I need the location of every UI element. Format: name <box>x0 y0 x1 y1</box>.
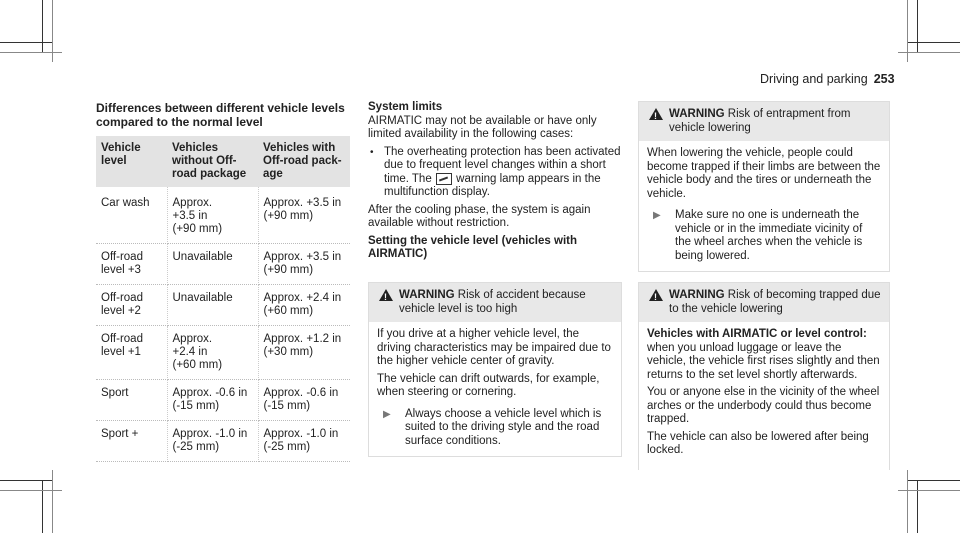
warning-paragraph: When lowering the vehicle, people could become trapped if their limbs are between the vehicle body and the tires or underneath the vehicle. <box>647 147 881 200</box>
cell-line: Sport + <box>101 428 139 440</box>
table-row <box>96 421 350 462</box>
crop-mark <box>52 470 53 533</box>
crop-mark <box>0 480 52 481</box>
warning-triangle-icon <box>379 289 393 301</box>
warning-paragraph: The vehicle can also be lowered after being locked. <box>647 430 869 456</box>
vehicle-level-table <box>96 136 350 462</box>
cell-line: Approx. <box>172 197 213 209</box>
warning-paragraph: You or anyone else in the vicinity of the wheel arches or the underbody could thus become trapped. <box>647 386 880 425</box>
system-limits-intro: AIRMATIC may not be available or have only limited availability in the following cases: <box>368 114 597 140</box>
cell-line: Approx. -0.6 in <box>263 387 339 399</box>
bullet-text-part: The overheating protection has been activated due to frequent level changes within a short time. The <box>384 145 621 185</box>
warning-paragraph: when you unload luggage or leave the vehicle, the vehicle first rises slightly and then returns to the set level shortly afterwards. <box>647 341 880 381</box>
cell-line: (-15 mm) <box>172 400 220 412</box>
arrow-icon: ▶ <box>383 408 391 420</box>
table-cell <box>258 421 350 462</box>
warning-label: WARNING <box>669 108 725 120</box>
crop-mark <box>908 480 960 481</box>
cell-line: (+90 mm) <box>263 264 314 276</box>
crop-mark <box>42 480 43 533</box>
system-limits-column <box>368 101 622 262</box>
cell-line: Unavailable <box>172 251 233 263</box>
bullet-text <box>384 146 622 200</box>
table-cell <box>258 244 350 285</box>
table-cell <box>167 285 258 326</box>
warning-box-trapped <box>638 282 890 470</box>
cell-line: Car wash <box>101 197 150 209</box>
cell-line: Sport <box>101 387 129 399</box>
crop-mark <box>0 42 52 43</box>
cell-line: level +1 <box>101 346 141 358</box>
table-cell <box>167 244 258 285</box>
cell-line: level +2 <box>101 305 141 317</box>
cell-line: (-25 mm) <box>172 441 220 453</box>
warning-paragraph: If you drive at a higher vehicle level, the driving characteristics may be impaired due to the higher vehicle center of gravity. <box>377 328 611 367</box>
warning-triangle-icon <box>649 289 663 301</box>
table-row <box>96 187 350 244</box>
header-line: level <box>101 155 127 167</box>
crop-mark <box>908 42 960 43</box>
action-text: Make sure no one is underneath the vehicle or in the immediate vicinity of the wheel arches when the vehicle is being lowered. <box>675 209 863 262</box>
warning-body <box>639 322 889 470</box>
table-header-row <box>96 136 350 187</box>
warning-subtitle: Vehicles with AIRMATIC or level control: <box>647 328 867 340</box>
header-line: Vehicles <box>172 142 219 154</box>
cell-line: Unavailable <box>172 292 233 304</box>
cell-line: Approx. -0.6 in <box>172 387 248 399</box>
cell-line: Approx. +3.5 in <box>263 251 342 263</box>
arrow-icon: ▶ <box>653 210 661 221</box>
cell-line: (+60 mm) <box>263 305 314 317</box>
table-cell <box>258 285 350 326</box>
warning-header <box>639 102 889 141</box>
cell-line: Off-road <box>101 251 143 263</box>
warning-label: WARNING <box>399 289 455 301</box>
header-line: age <box>263 168 283 180</box>
warning-heading: Risk of becoming trapped due to the vehicle lowering <box>669 289 881 315</box>
running-header <box>760 72 895 86</box>
table-row <box>96 326 350 380</box>
action-item <box>647 209 881 263</box>
warning-heading: Risk of accident because vehicle level is too high <box>399 289 586 315</box>
table-cell <box>96 187 167 244</box>
cell-line: (+90 mm) <box>172 223 223 235</box>
warning-header <box>639 283 889 322</box>
setting-level-title: Setting the vehicle level (vehicles with AIRMATIC) <box>368 234 577 261</box>
cell-line: (+60 mm) <box>172 359 223 371</box>
table-cell <box>167 326 258 380</box>
level-warning-lamp-icon <box>436 173 452 185</box>
after-cooling-text: After the cooling phase, the system is again available without restriction. <box>368 203 591 230</box>
warning-label: WARNING <box>669 289 725 301</box>
cell-line: Off-road <box>101 292 143 304</box>
table-cell <box>258 380 350 421</box>
cell-line: Approx. +2.4 in <box>263 292 342 304</box>
table-row <box>96 244 350 285</box>
table-cell <box>96 326 167 380</box>
table-cell <box>167 421 258 462</box>
table-cell <box>96 380 167 421</box>
action-text: Always choose a vehicle level which is suited to the driving style and the road surface conditions. <box>405 407 602 447</box>
bullet-text-part: warning lamp appears in the multifunction display. <box>384 172 601 199</box>
header-line: road package <box>172 168 247 180</box>
table-row <box>96 380 350 421</box>
table-cell <box>258 326 350 380</box>
action-item <box>377 408 613 449</box>
section-title: Driving and parking <box>760 72 868 86</box>
crop-mark <box>907 470 908 533</box>
table-title-line: Differences between different vehicle levels <box>96 101 345 115</box>
page-number: 253 <box>873 72 895 86</box>
warning-paragraph: The vehicle can drift outwards, for example, when steering or cornering. <box>377 372 600 398</box>
column-header <box>96 136 167 187</box>
column-header <box>167 136 258 187</box>
cell-line: Approx. <box>172 333 213 345</box>
list-item <box>368 146 622 200</box>
crop-mark <box>917 480 918 533</box>
cell-line: Approx. +3.5 in <box>263 197 342 209</box>
bullet-icon: • <box>370 146 374 158</box>
cell-line: +3.5 in <box>172 210 208 222</box>
table-cell <box>96 285 167 326</box>
warning-header <box>369 283 621 322</box>
cell-line: +2.4 in <box>172 346 208 358</box>
table-cell <box>167 380 258 421</box>
cell-line: Approx. -1.0 in <box>172 428 248 440</box>
column-header <box>258 136 350 187</box>
header-line: Vehicles with <box>263 142 336 154</box>
cell-line: level +3 <box>101 264 141 276</box>
cell-line: Approx. -1.0 in <box>263 428 339 440</box>
table-row <box>96 285 350 326</box>
warning-box-accident <box>368 282 622 457</box>
cell-line: Approx. +1.2 in <box>263 333 342 345</box>
warning-box-entrapment <box>638 101 890 272</box>
warning-body <box>639 141 889 271</box>
cell-line: (-15 mm) <box>263 400 311 412</box>
crop-mark <box>917 0 918 52</box>
crop-mark <box>42 0 43 52</box>
table-cell <box>258 187 350 244</box>
table-title <box>96 101 352 129</box>
system-limits-title: System limits <box>368 101 443 113</box>
table-cell <box>167 187 258 244</box>
header-line: Off-road pack- <box>263 155 342 167</box>
warning-heading: Risk of entrapment from vehicle lowering <box>669 108 851 134</box>
table-cell <box>96 244 167 285</box>
header-line: Vehicle <box>101 142 141 154</box>
vehicle-level-table-block <box>96 101 352 462</box>
crop-mark <box>907 0 908 62</box>
table-cell <box>96 421 167 462</box>
table-title-line: compared to the normal level <box>96 115 263 129</box>
header-line: without Off- <box>172 155 237 167</box>
cell-line: Off-road <box>101 333 143 345</box>
cell-line: (+30 mm) <box>263 346 314 358</box>
warning-triangle-icon <box>649 108 663 120</box>
crop-mark <box>52 0 53 62</box>
cell-line: (+90 mm) <box>263 210 314 222</box>
cell-line: (-25 mm) <box>263 441 311 453</box>
warning-body <box>369 322 621 456</box>
